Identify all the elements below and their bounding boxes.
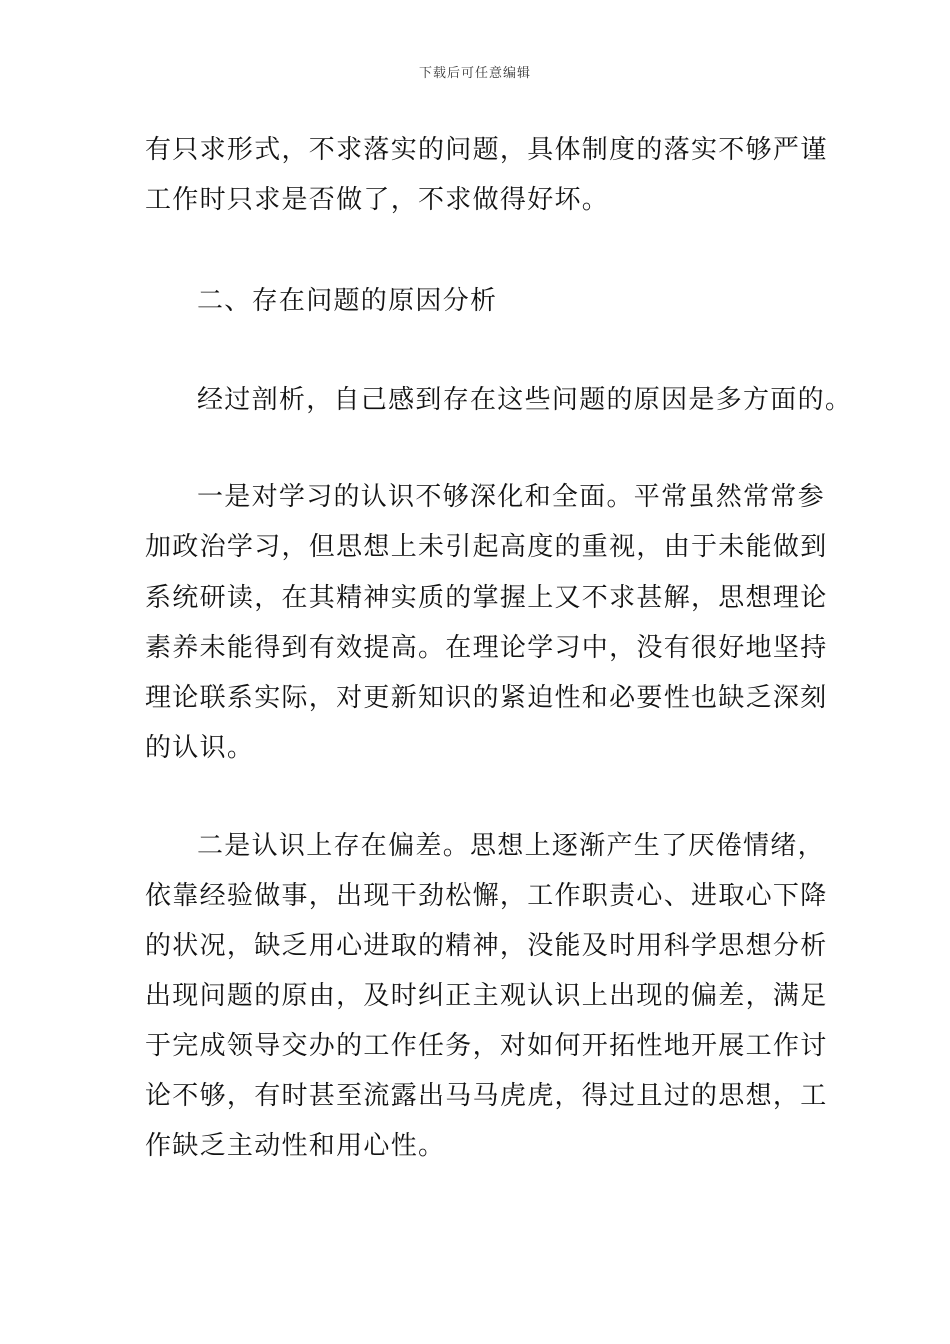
paragraph-line: 理论联系实际，对更新知识的紧迫性和必要性也缺乏深刻 bbox=[145, 683, 828, 713]
intro-paragraph: 经过剖析，自己感到存在这些问题的原因是多方面的。 bbox=[197, 385, 853, 415]
section-heading: 二、存在问题的原因分析 bbox=[197, 286, 498, 316]
paragraph-line: 于完成领导交办的工作任务，对如何开拓性地开展工作讨 bbox=[145, 1031, 828, 1061]
paragraph-line: 出现问题的原由，及时纠正主观认识上出现的偏差，满足 bbox=[145, 981, 828, 1011]
paragraph-line: 的状况，缺乏用心进取的精神，没能及时用科学思想分析 bbox=[145, 931, 828, 961]
paragraph-line: 有只求形式，不求落实的问题，具体制度的落实不够严谨 bbox=[145, 135, 828, 165]
paragraph-line: 论不够，有时甚至流露出马马虎虎，得过且过的思想，工 bbox=[145, 1081, 828, 1111]
paragraph-line: 作缺乏主动性和用心性。 bbox=[145, 1131, 446, 1161]
paragraph-line: 素养未能得到有效提高。在理论学习中，没有很好地坚持 bbox=[145, 633, 828, 663]
paragraph-line: 加政治学习，但思想上未引起高度的重视，由于未能做到 bbox=[145, 532, 828, 562]
paragraph-line: 一是对学习的认识不够深化和全面。平常虽然常常参 bbox=[197, 482, 825, 512]
paragraph-line: 二是认识上存在偏差。思想上逐渐产生了厌倦情绪， bbox=[197, 831, 825, 861]
paragraph-line: 系统研读，在其精神实质的掌握上又不求甚解，思想理论 bbox=[145, 583, 828, 613]
paragraph-line: 的认识。 bbox=[145, 733, 255, 763]
paragraph-line: 工作时只求是否做了，不求做得好坏。 bbox=[145, 185, 610, 215]
paragraph-line: 依靠经验做事，出现干劲松懈，工作职责心、进取心下降 bbox=[145, 881, 828, 911]
header-note: 下载后可任意编辑 bbox=[418, 66, 531, 81]
